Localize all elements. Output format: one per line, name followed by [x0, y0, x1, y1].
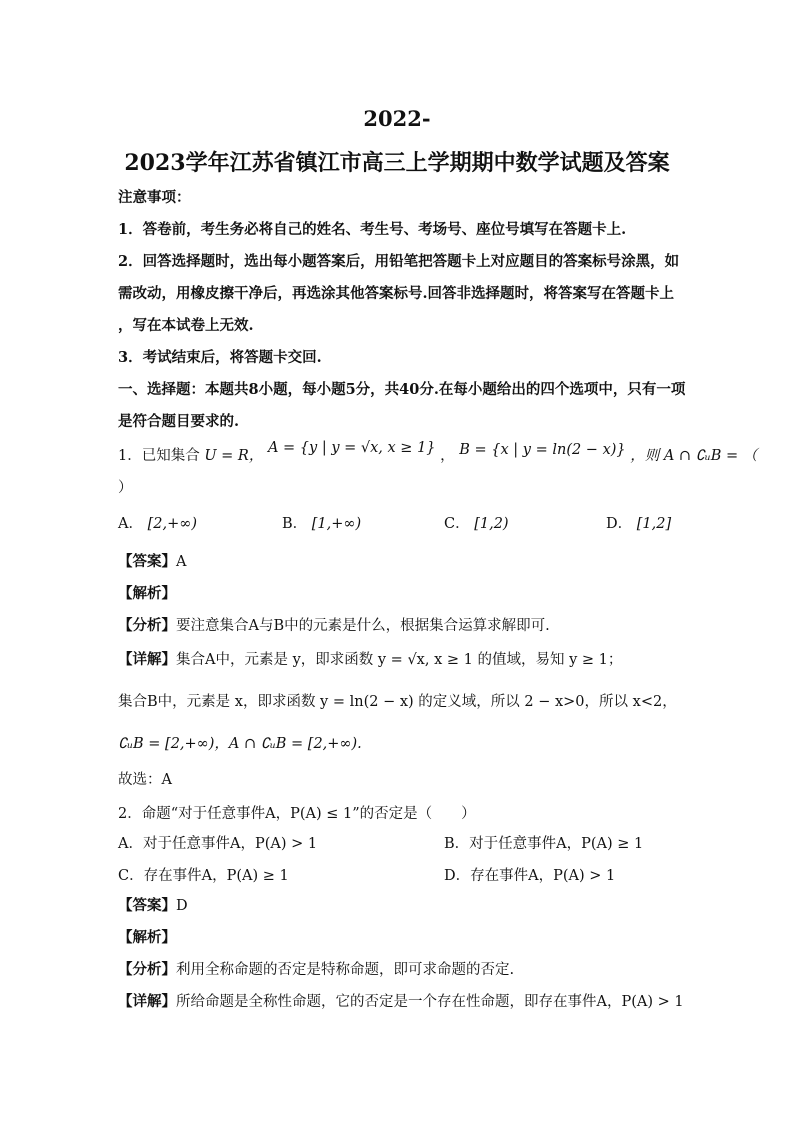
- q1-xiangjie-1: [118, 648, 622, 669]
- q2-answer: [118, 894, 188, 915]
- q2-answer-value: D: [176, 898, 188, 914]
- q2-fenxi: [118, 958, 514, 979]
- q1-comma: ，: [440, 448, 455, 464]
- title-line-1: 2022-: [363, 106, 431, 131]
- q1-answer-tag: 【答案】: [118, 553, 176, 570]
- q2-xiangjie: [118, 990, 684, 1011]
- q2-option-a: A．对于任意事件A，P(A) > 1: [118, 836, 318, 852]
- q1-xiangjie-text-1: 集合A中，元素是 y，即求函数 y = √x, x ≥ 1 的值域，易知 y ≥ 1；: [176, 652, 623, 668]
- q1-prefix: 1．已知集合: [118, 448, 200, 464]
- title-line-2: 2023学年江苏省镇江市高三上学期期中数学试题及答案: [124, 150, 670, 176]
- q2-answer-tag: 【答案】: [118, 897, 176, 914]
- q1-xiangjie-2: 集合B中，元素是 x，即求函数 y = ln(2 − x) 的定义域，所以 2 − x>0，所以 x<2，: [118, 694, 677, 710]
- q2-analysis-tag: 【解析】: [118, 929, 176, 946]
- q1-answer: [118, 550, 186, 571]
- q1-option-b: [282, 512, 361, 533]
- q1-xiangjie-3: ∁ᵤB = [2,+∞)，A ∩ ∁ᵤB = [2,+∞).: [118, 736, 362, 752]
- q1-option-d-label: D．: [606, 516, 633, 532]
- q2-xiangjie-text: 所给命题是全称性命题，它的否定是一个存在性命题，即存在事件A，P(A) > 1: [176, 994, 684, 1010]
- notice-item-1: 1．答卷前，考生务必将自己的姓名、考生号、考场号、座位号填写在答题卡上.: [118, 221, 627, 238]
- q2-fenxi-text: 利用全称命题的否定是特称命题，即可求命题的否定.: [176, 962, 515, 978]
- notice-item-2b: 需改动，用橡皮擦干净后，再选涂其他答案标号.回答非选择题时，将答案写在答题卡上: [118, 285, 675, 302]
- q1-set-a: A = {y | y = √x, x ≥ 1}: [267, 440, 436, 456]
- q1-option-b-label: B．: [282, 516, 308, 532]
- q2-option-c: C．存在事件A，P(A) ≥ 1: [118, 868, 289, 884]
- section-1-line-1: 一、选择题：本题共8小题，每小题5分，共40分.在每小题给出的四个选项中，只有一项: [118, 381, 686, 398]
- q1-fenxi: [118, 614, 550, 635]
- q1-option-a: [118, 512, 197, 533]
- q1-xiangjie-tag: 【详解】: [118, 651, 176, 668]
- notice-item-3: 3．考试结束后，将答题卡交回.: [118, 349, 322, 366]
- q1-option-a-label: A．: [118, 516, 143, 532]
- q1-stem: [118, 440, 758, 465]
- q1-fenxi-tag: 【分析】: [118, 617, 176, 634]
- notice-heading: 注意事项：: [118, 189, 191, 206]
- q1-set-u: U = R，: [204, 448, 264, 464]
- notice-item-2c: ，写在本试卷上无效.: [118, 317, 254, 334]
- q2-option-b: B．对于任意事件A，P(A) ≥ 1: [444, 836, 644, 852]
- q2-fenxi-tag: 【分析】: [118, 961, 176, 978]
- q2-option-d: D．存在事件A，P(A) > 1: [444, 868, 616, 884]
- q1-option-c: [444, 512, 509, 533]
- q1-close-paren: ）: [118, 480, 133, 496]
- q1-answer-value: A: [176, 554, 187, 570]
- q1-fenxi-text: 要注意集合A与B中的元素是什么，根据集合运算求解即可.: [176, 618, 550, 634]
- q1-conclusion: 故选：A: [118, 772, 172, 788]
- q2-xiangjie-tag: 【详解】: [118, 993, 176, 1010]
- q1-option-d-value: [1,2]: [636, 516, 672, 532]
- q1-option-a-value: [2,+∞): [147, 516, 197, 532]
- q1-option-b-value: [1,+∞): [311, 516, 362, 532]
- section-1-line-2: 是符合题目要求的.: [118, 413, 240, 430]
- q1-option-c-label: C．: [444, 516, 470, 532]
- q1-tail: ，则 A ∩ ∁ᵤB = （: [630, 448, 758, 464]
- q2-stem: 2．命题“对于任意事件A，P(A) ≤ 1”的否定是（ ）: [118, 806, 476, 822]
- q1-option-d: [606, 512, 671, 533]
- notice-item-2a: 2．回答选择题时，选出每小题答案后，用铅笔把答题卡上对应题目的答案标号涂黑，如: [118, 253, 680, 270]
- q1-set-b: B = {x | y = ln(2 − x)}: [459, 442, 626, 458]
- q1-option-c-value: [1,2): [474, 516, 509, 532]
- q1-analysis-tag: 【解析】: [118, 585, 176, 602]
